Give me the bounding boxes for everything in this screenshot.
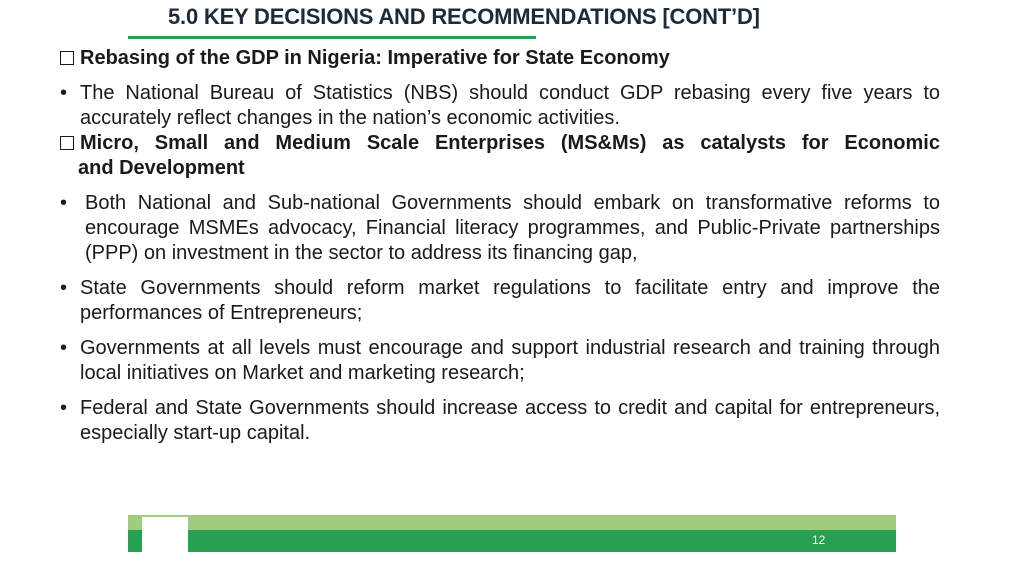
section-heading-gdp bbox=[60, 46, 940, 71]
bullet-text: State Governments should reform market regulations to facilitate entry and improve the performances of Entrepreneurs; bbox=[80, 277, 940, 324]
bullet-dot-icon bbox=[60, 81, 80, 106]
bullet-text: The National Bureau of Statistics (NBS) should conduct GDP rebasing every five years to accurately reflect changes in the nation’s economic activities. bbox=[80, 82, 940, 129]
section-heading-text: Rebasing of the GDP in Nigeria: Imperative for State Economy bbox=[80, 47, 670, 69]
slide-title: 5.0 KEY DECISIONS AND RECOMMENDATIONS [CONT’D] bbox=[168, 4, 760, 29]
bullet-text: Both National and Sub-national Governments should embark on transformative reforms to encourage MSMEs advocacy, Financial literacy programmes, and Public-Private partnerships (PPP) on investment in the sector to address its financing gap, bbox=[85, 192, 940, 264]
checkbox-square-icon bbox=[60, 51, 74, 65]
list-item bbox=[60, 336, 940, 386]
list-item bbox=[60, 81, 940, 131]
bullet-dot-icon bbox=[60, 276, 80, 301]
slide-content bbox=[60, 46, 940, 446]
page-number: 12 bbox=[812, 533, 826, 547]
section-heading-continuation: and Development bbox=[78, 157, 245, 179]
list-item bbox=[60, 191, 940, 266]
title-underline bbox=[128, 36, 536, 39]
bullet-text: Federal and State Governments should increase access to credit and capital for entrepreneurs, especially start-up capital. bbox=[80, 397, 940, 444]
footer-white-block bbox=[142, 517, 188, 552]
list-item bbox=[60, 276, 940, 326]
list-item bbox=[60, 396, 940, 446]
bullet-text: Governments at all levels must encourage and support industrial research and training through local initiatives on Market and marketing research; bbox=[80, 337, 940, 384]
footer-band-dark bbox=[128, 530, 896, 552]
bullet-dot-icon bbox=[60, 191, 85, 216]
bullet-dot-icon bbox=[60, 396, 80, 421]
bullet-dot-icon bbox=[60, 336, 80, 361]
footer-band-light bbox=[128, 515, 896, 530]
section-heading-text: Micro, Small and Medium Scale Enterprises (MS&Ms) as catalysts for Economic bbox=[80, 132, 940, 154]
section-heading-msme bbox=[60, 131, 940, 156]
checkbox-square-icon bbox=[60, 136, 74, 150]
